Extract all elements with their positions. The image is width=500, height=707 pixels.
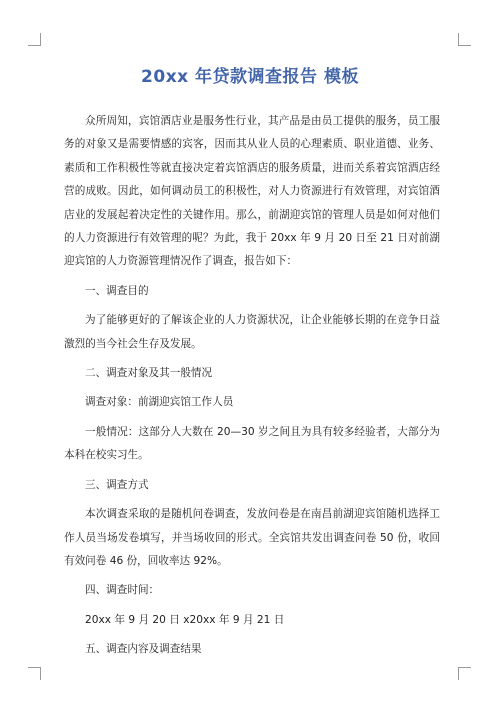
- document-body: [64, 110, 440, 668]
- general-situation-paragraph: 一般情况：这部分人大数在 20—30 岁之间且为具有较多经验者，大部分为本科在校实习生。: [64, 425, 440, 462]
- intro-paragraph: 众所周知，宾馆酒店业是服务性行业，其产品是由员工提供的服务，员工服务的对象又是需要情感的宾客，因而其从业人员的心理素质、职业道德、业务、素质和工作积极性等就直接决定着宾馆酒店的服务质量，进而关系着宾馆酒店经营的成败。因此，如何调动员工的积极性，对人力资源进行有效管理，对宾馆酒店业的发展起着决定性的关键作用。那么，前湖迎宾馆的管理人员是如何对他们的人力资源进行有效管理的呢？为此，我于 20xx 年 9 月 20 日至 21 日对前湖迎宾馆的人力资源管理情况作了调查，报告如下：: [64, 115, 440, 268]
- section-heading-purpose: 一、调查目的: [85, 284, 149, 297]
- crop-mark-bottom-right: [458, 667, 471, 680]
- method-paragraph: 本次调查采取的是随机问卷调查，发放问卷是在南昌前湖迎宾馆随机选择工作人员当场发卷填写，并当场收回的形式。全宾馆共发出调查问卷 50 份，收回有效问卷 46 份，回收率达 92%。: [64, 508, 440, 567]
- time-line: 20xx 年 9 月 20 日 x20xx 年 9 月 21 日: [85, 613, 285, 626]
- section-heading-subjects: 二、调查对象及其一般情况: [85, 367, 213, 380]
- purpose-paragraph: 为了能够更好的了解该企业的人力资源状况，让企业能够长期的在竞争日益激烈的当今社会生存及发展。: [64, 314, 440, 350]
- section-heading-results: 五、调查内容及调查结果: [85, 643, 202, 656]
- crop-mark-top-left: [28, 33, 41, 46]
- subjects-line: 调查对象：前湖迎宾馆工作人员: [85, 396, 234, 409]
- document-title: 20xx 年贷款调查报告 模板: [141, 67, 359, 87]
- section-heading-method: 三、调查方式: [85, 478, 149, 491]
- crop-mark-top-right: [458, 33, 471, 46]
- section-heading-time: 四、调查时间：: [85, 584, 160, 597]
- crop-mark-bottom-left: [28, 667, 41, 680]
